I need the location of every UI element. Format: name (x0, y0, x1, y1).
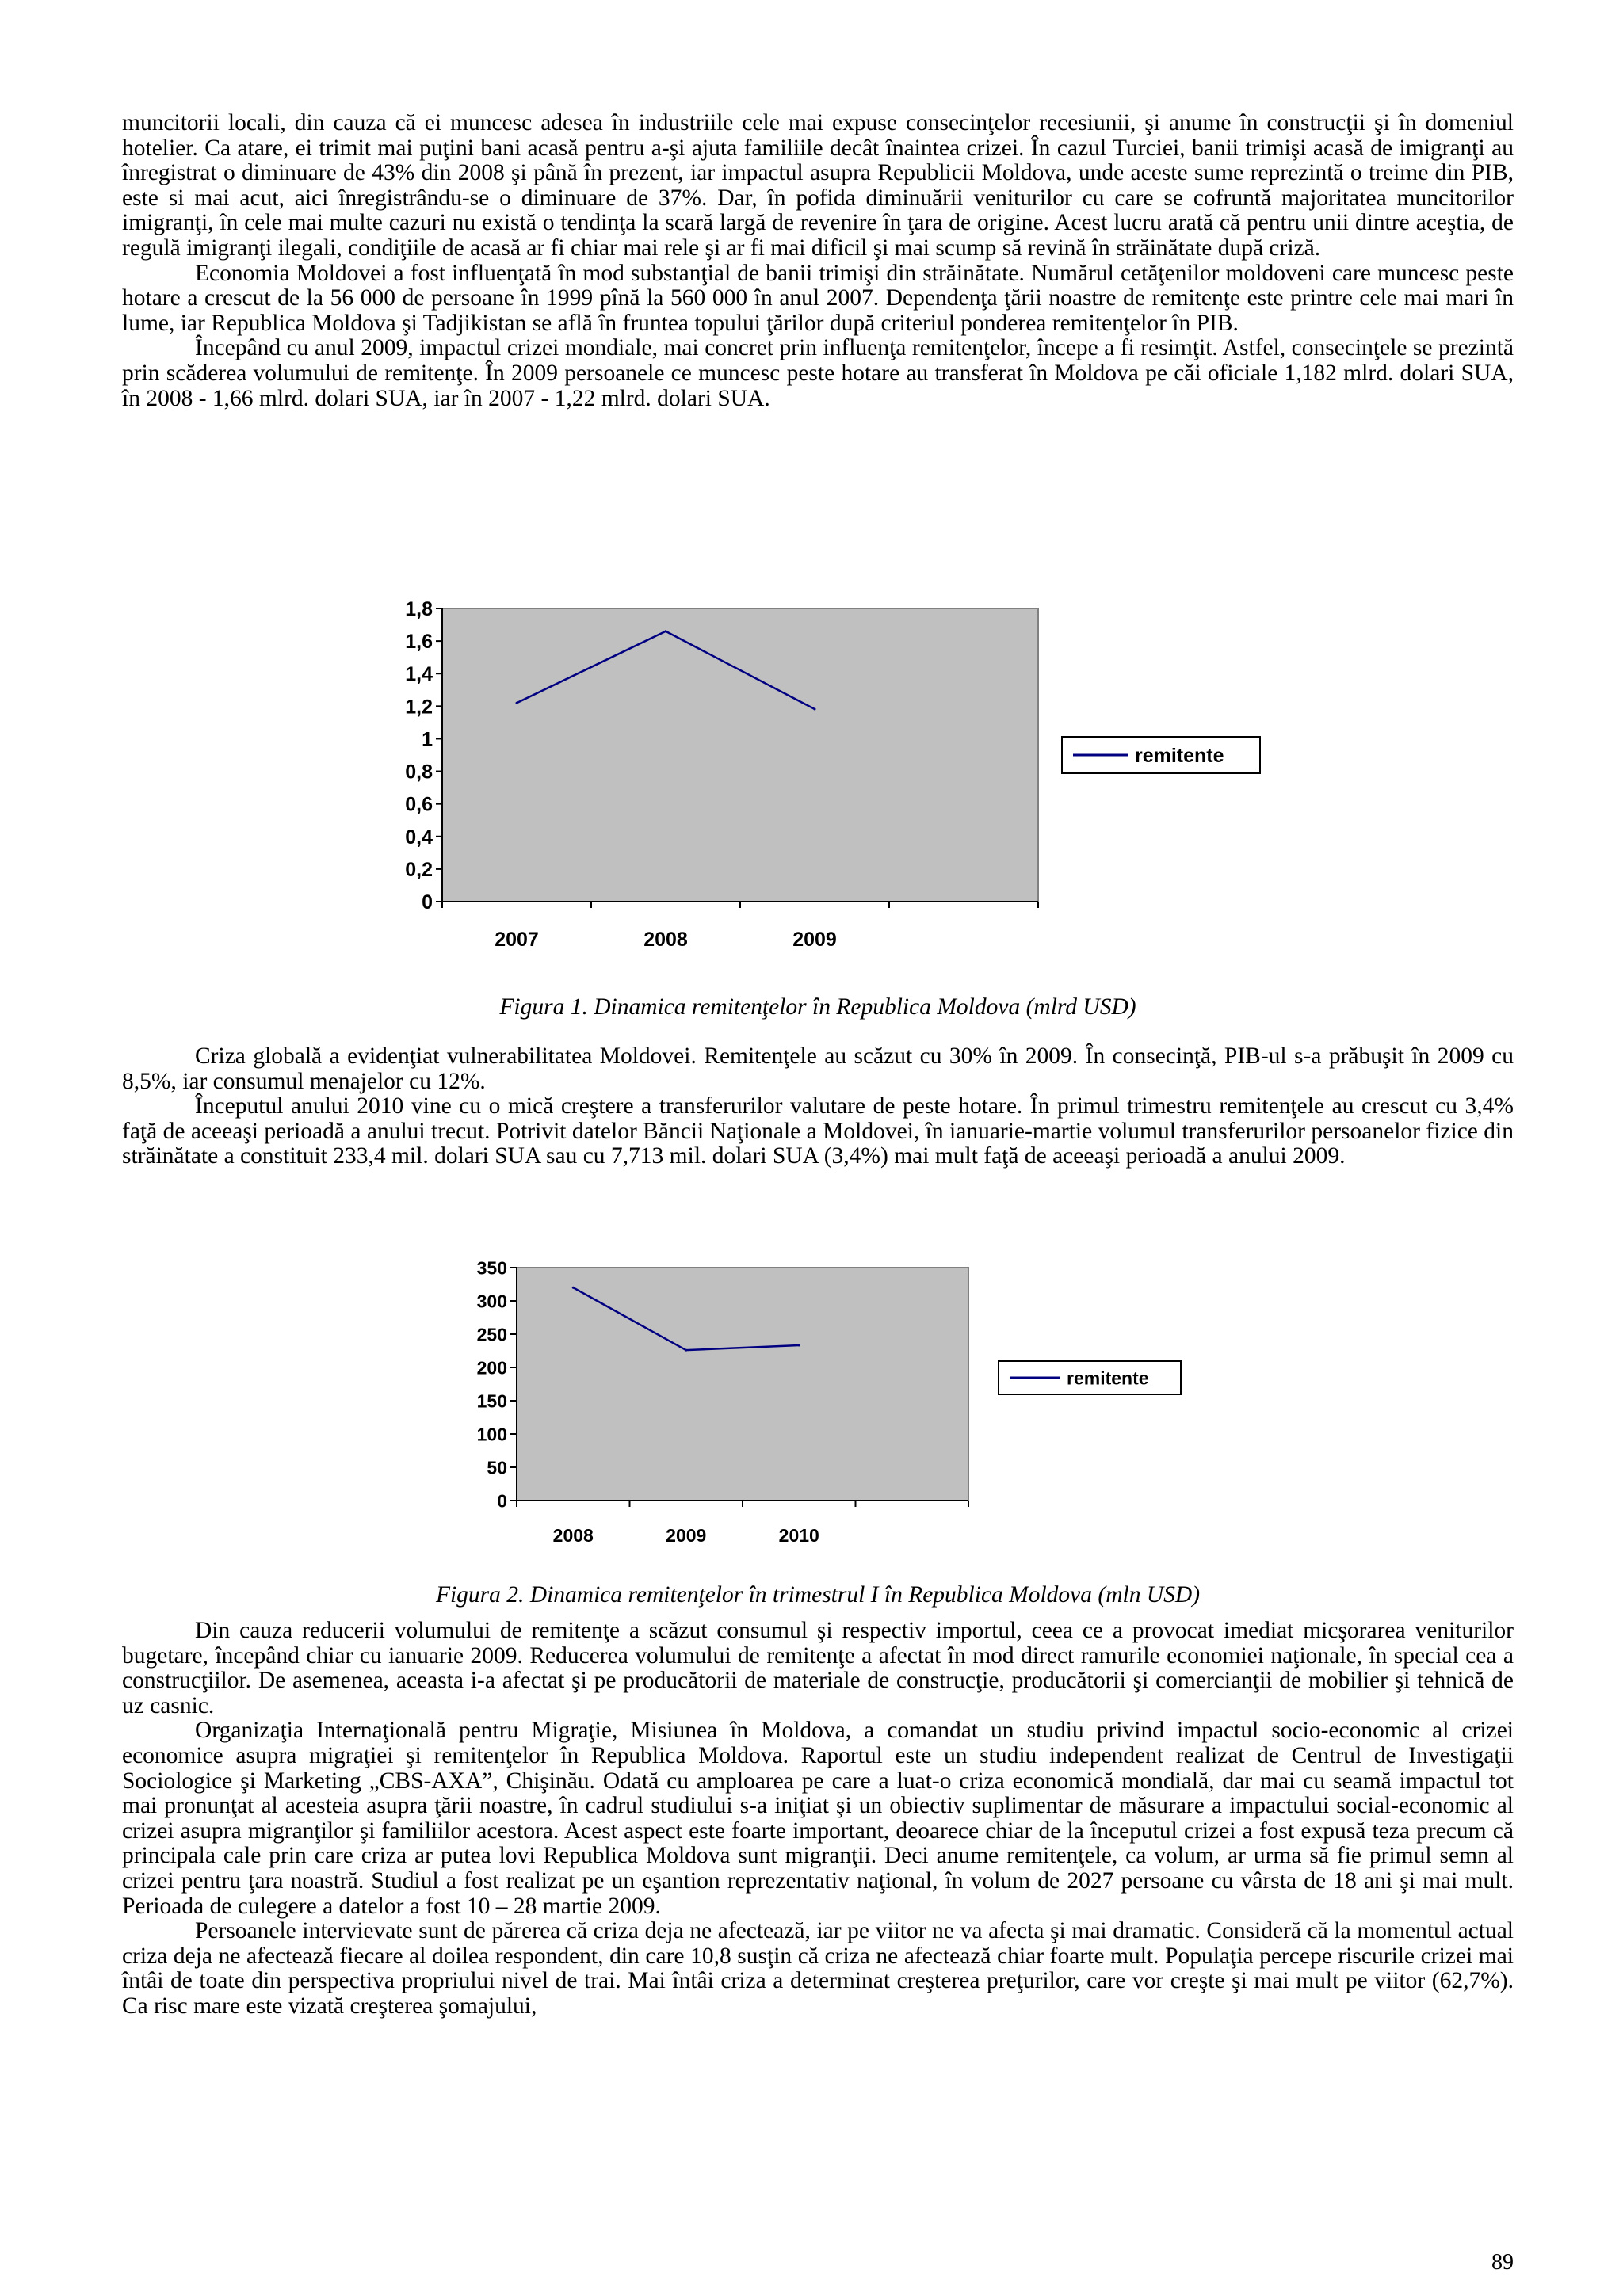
x-tick-label: 2009 (792, 929, 837, 951)
y-tick-label: 1,2 (405, 696, 433, 719)
plot-area (442, 608, 1038, 902)
y-tick-label: 200 (476, 1357, 507, 1379)
y-tick-label: 0,6 (405, 793, 433, 816)
x-tick-label: 2009 (666, 1525, 707, 1546)
legend-label: remitente (1135, 745, 1224, 767)
y-tick-label: 0,8 (405, 761, 433, 784)
y-tick-label: 300 (476, 1291, 507, 1312)
paragraph: Din cauza reducerii volumului de remitenţe a scăzut consumul şi respectiv importul, ceea ce a provocat imediat micşorarea veniturilor bugetare, începând chiar cu ianuarie 2009. Reducerea volumului de remitenţe a afectat în mod direct ramurile economiei naţionale, în special cea a construcţiilor. De asemenea, aceasta i-a afectat şi pe producătorii de materiale de construcţie, producătorii şi comercianţii de mobilier şi tehnică de uz casnic. (122, 1618, 1514, 1718)
paragraph: Economia Moldovei a fost influenţată în mod substanţial de banii trimişi din străinătate. Numărul cetăţenilor moldoveni care muncesc peste hotare a crescut de la 56 000 de persoane în 1999 pînă la 560 000 în anul 2007. Dependenţa ţării noastre de remitenţe este printre cele mai mari în lume, iar Republica Moldova şi Tadjikistan se află în fruntea topului ţărilor după criteriul ponderea remitenţelor în PIB. (122, 260, 1514, 336)
figure-1-svg (372, 594, 1268, 967)
y-tick-label: 250 (476, 1324, 507, 1345)
y-tick-label: 1,8 (405, 598, 433, 620)
y-tick-label: 1 (422, 728, 433, 751)
x-tick-label: 2007 (495, 929, 539, 951)
figure-2-caption: Figura 2. Dinamica remitenţelor în trimestrul I în Republica Moldova (mln USD) (435, 1582, 1201, 1608)
x-tick-label: 2010 (778, 1525, 819, 1546)
y-tick-label: 50 (487, 1457, 507, 1478)
data-point (572, 1287, 575, 1289)
paragraph: Începutul anului 2010 vine cu o mică creştere a transferurilor valutare de peste hotare. În primul trimestru remitenţele au crescut cu 3,4% faţă de aceeaşi perioadă a anului trecut. Potrivit datelor Băncii Naţionale a Moldovei, în ianuarie-martie volumul transferurilor persoanelor fizice din străinătate a constituit 233,4 mil. dolari SUA sau cu 7,713 mil. dolari SUA (3,4%) mai mult faţă de aceeaşi perioadă a anului 2009. (122, 1093, 1514, 1169)
data-point (665, 630, 667, 632)
paragraph: muncitorii locali, din cauza că ei muncesc adesea în industriile cele mai expuse consecinţelor recesiunii, şi anume în construcţii şi în domeniul hotelier. Ca atare, ei trimit mai puţini bani acasă pentru a-şi ajuta familiile decât înaintea crizei. În cazul Turciei, banii trimişi acasă de imigranţi au înregistrat o diminuare de 43% din 2008 şi până în prezent, iar impactul asupra Republicii Moldova, unde aceste sume reprezintă o treime din PIB, este si mai acut, aici înregistrându-se o diminuare de 37%. Dar, în pofida diminuării veniturilor cu care se cofruntă majoritatea muncitorilor imigranţi, în cele mai multe cazuri nu există o tendinţa la scară largă de revenire în ţara de origine. Acest lucru arată că pentru unii dintre aceştia, de regulă imigranţi ilegali, condiţiile de acasă ar fi chiar mai rele şi ar fi mai dificil şi mai scump să revină în străinătate după criză. (122, 110, 1514, 261)
figure-1-chart (372, 594, 1268, 967)
y-tick-label: 100 (476, 1424, 507, 1445)
figure-1-caption: Figura 1. Dinamica remitenţelor în Republica Moldova (mlrd USD) (499, 994, 1136, 1020)
paragraph: Organizaţia Internaţională pentru Migraţie, Misiunea în Moldova, a comandat un studiu privind impactul socio-economic al crizei economice asupra migraţiei şi remitenţelor în Republica Moldova. Raportul este un studiu independent realizat de Centrul de Investigaţii Sociologice şi Marketing „CBS-AXA”, Chişinău. Odată cu amploarea pe care a luat-o criza economică mondială, dar mai cu seamă impactul tot mai pronunţat al acesteia asupra ţării noastre, în cadrul studiului s-a iniţiat şi un obiectiv suplimentar de măsurare a impactului social-economic al crizei asupra migranţilor şi familiilor acestora. Acest aspect este foarte important, deoarece chiar de la începutul crizei a fost expusă teza precum că principala cale prin care criza ar putea lovi Republica Moldova sunt migranţii. Deci anume remitenţele, ca volum, ar urma să fie primul semn al crizei pentru ţara noastră. Studiul a fost realizat pe un eşantion reprezentativ naţional, în volum de 2027 persoane cu vârsta de 18 ani şi mai mult. Perioada de culegere a datelor a fost 10 – 28 martie 2009. (122, 1718, 1514, 1919)
y-tick-label: 1,4 (405, 663, 433, 686)
data-point (814, 708, 816, 711)
y-tick-label: 0 (422, 891, 433, 913)
y-tick-label: 150 (476, 1390, 507, 1412)
plot-area (517, 1268, 968, 1501)
page-number: 89 (1491, 2250, 1514, 2275)
paragraph: Persoanele intervievate sunt de părerea că criza deja ne afectează, iar pe viitor ne va afecta şi mai dramatic. Consideră că la momentul actual criza deja ne afectează fiecare al doilea respondent, din care 10,8 susţin că criza ne afectează chiar foarte mult. Populaţia percepe riscurile crizei mai întâi de toate din perspectiva propriului nivel de trai. Mai întâi criza a determinat creşterea preţurilor, care vor creşte şi mai mult pe viitor (62,7%). Ca risc mare este vizată creşterea şomajului, (122, 1918, 1514, 2019)
text-block-bottom (122, 1619, 1514, 2019)
y-tick-label: 350 (476, 1257, 507, 1279)
legend-label: remitente (1067, 1367, 1149, 1389)
data-point (798, 1344, 800, 1346)
data-point (516, 702, 518, 704)
y-tick-label: 1,6 (405, 631, 433, 654)
figure-2-svg (452, 1252, 1205, 1561)
text-block-middle (122, 1044, 1514, 1169)
y-tick-label: 0,2 (405, 858, 433, 881)
x-tick-label: 2008 (552, 1525, 594, 1546)
text-block-top (122, 111, 1514, 411)
paragraph: Începând cu anul 2009, impactul crizei mondiale, mai concret prin influenţa remitenţelor, începe a fi resimţit. Astfel, consecinţele se prezintă prin scăderea volumului de remitenţe. În 2009 persoanele ce muncesc peste hotare au transferat în Moldova pe căi oficiale 1,182 mlrd. dolari SUA, în 2008 - 1,66 mlrd. dolari SUA, iar în 2007 - 1,22 mlrd. dolari SUA. (122, 335, 1514, 411)
x-tick-label: 2008 (643, 929, 688, 951)
data-point (685, 1349, 687, 1352)
y-tick-label: 0 (497, 1490, 507, 1512)
paragraph: Criza globală a evidenţiat vulnerabilitatea Moldovei. Remitenţele au scăzut cu 30% în 2009. În consecinţă, PIB-ul s-a prăbuşit în 2009 cu 8,5%, iar consumul menajelor cu 12%. (122, 1043, 1514, 1094)
y-tick-label: 0,4 (405, 826, 433, 849)
figure-2-chart (452, 1252, 1205, 1561)
